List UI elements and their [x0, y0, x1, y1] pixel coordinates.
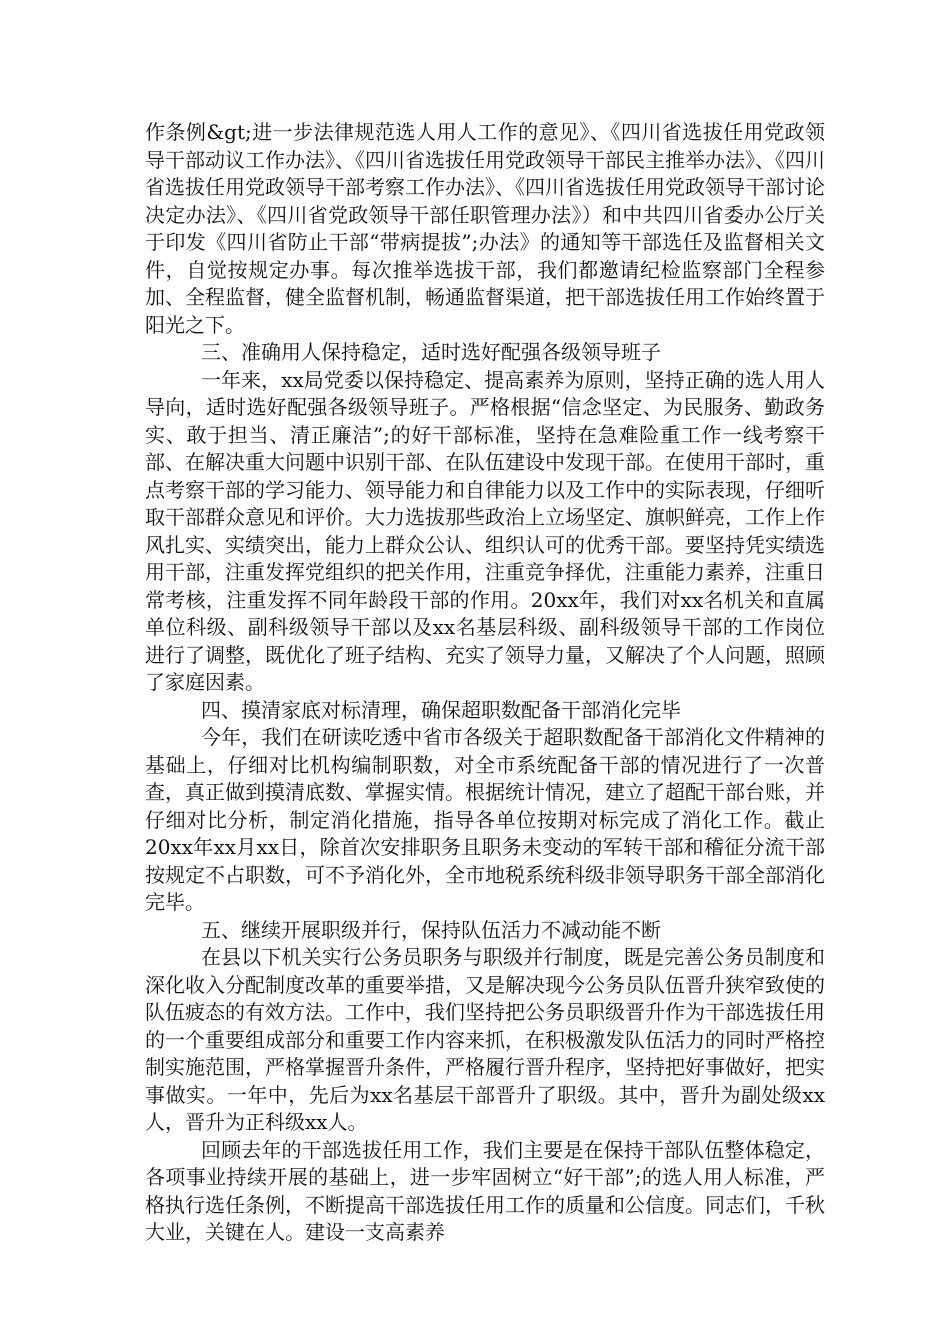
section-heading-5: 五、继续开展职级并行，保持队伍活力不减动能不断 — [201, 917, 661, 942]
paragraph-section-4: 今年，我们在研读吃透中省市各级关于超职数配备干部消化文件精神的基础上，仔细对比机构编制职数，对全市系统配备干部的情况进行了一次普查，真正做到摸清底数、掌握实情。根据统计情况，建立了超配干部台账，并仔细对比分析，制定消化措施，指导各单位按期对标完成了消化工作。截止20xx年xx月xx日，除首次安排职务且职务未变动的军转干部和稽征分流干部按规定不占职数，可不予消化外，全市地税系统科级非领导职务干部全部消化完毕。 — [145, 725, 825, 914]
paragraph-review: 回顾去年的干部选拔任用工作，我们主要是在保持干部队伍整体稳定，各项事业持续开展的基础上，进一步牢固树立“好干部”;的选人用人标准，严格执行选任条例，不断提高干部选拔任用工作的质量和公信度。同志们，千秋大业，关键在人。建设一支高素养 — [145, 1137, 825, 1244]
section-heading-3: 三、准确用人保持稳定，适时选好配强各级领导班子 — [201, 340, 661, 364]
paragraph-section-3: 一年来，xx局党委以保持稳定、提高素养为原则，坚持正确的选人用人导向，适时选好配强各级领导班子。严格根据“信念坚定、为民服务、勤政务实、敢于担当、清正廉洁”;的好干部标准，坚持在急难险重工作一线考察干部、在解决重大问题中识别干部、在队伍建设中发现干部。在使用干部时，重点考察干部的学习能力、领导能力和自律能力以及工作中的实际表现，仔细听取干部群众意见和评价。大力选拔那些政治上立场坚定、旗帜鲜亮，工作上作风扎实、实绩突出，能力上群众公认、组织认可的优秀干部。要坚持凭实绩选用干部，注重发挥党组织的把关作用，注重竞争择优，注重能力素养，注重日常考核，注重发挥不同年龄段干部的作用。20xx年，我们对xx名机关和直属单位科级、副科级领导干部以及xx名基层科级、副科级领导干部的工作岗位进行了调整，既优化了班子结构、充实了领导力量，又解决了个人问题，照顾了家庭因素。 — [145, 367, 825, 694]
document-page — [145, 119, 825, 1247]
paragraph-regulations: 作条例&gt;进一步法律规范选人用人工作的意见》、《四川省选拔任用党政领导干部动议工作办法》、《四川省选拔任用党政领导干部民主推举办法》、《四川省选拔任用党政领导干部考察工作办法》、《四川省选拔任用党政领导干部讨论决定办法》、《四川省党政领导干部任职管理办法》）和中共四川省委办公厅关于印发《四川省防止干部“带病提拔”;办法》的通知等干部选任及监督相关文件，自觉按规定办事。每次推举选拔干部，我们都邀请纪检监察部门全程参加、全程监督，健全监督机制，畅通监督渠道，把干部选拔任用工作始终置于阳光之下。 — [145, 120, 825, 337]
paragraph-section-5: 在县以下机关实行公务员职务与职级并行制度，既是完善公务员制度和深化收入分配制度改革的重要举措，又是解决现今公务员队伍晋升狭窄致使的队伍疲态的有效方法。工作中，我们坚持把公务员职级晋升作为干部选拔任用的一个重要组成部分和重要工作内容来抓，在积极激发队伍活力的同时严格控制实施范围，严格掌握晋升条件，严格履行晋升程序，坚持把好事做好，把实事做实。一年中，先后为xx名基层干部晋升了职级。其中，晋升为副处级xx人，晋升为正科级xx人。 — [145, 945, 825, 1134]
section-heading-4: 四、摸清家底对标清理，确保超职数配备干部消化完毕 — [201, 697, 681, 722]
